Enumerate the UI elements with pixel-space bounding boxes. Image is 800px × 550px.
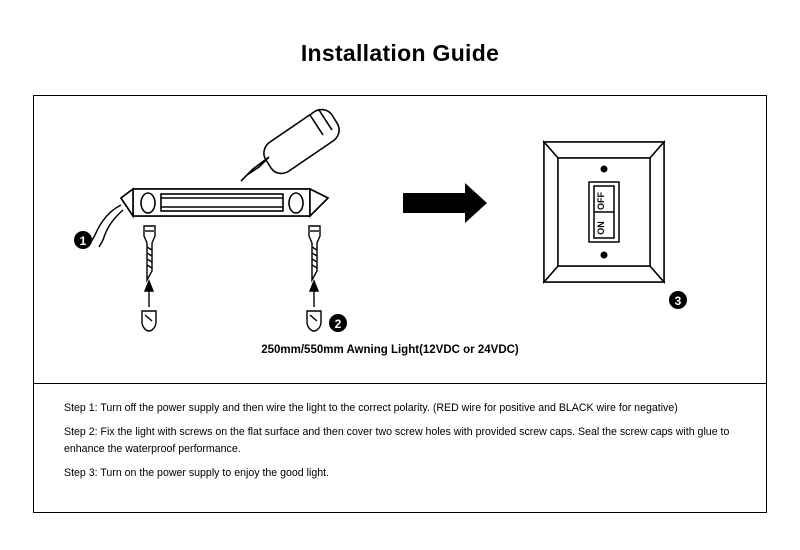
instruction-step-2: Step 2: Fix the light with screws on the flat surface and then cover two screw holes with provided screw caps. Seal the screw caps with glue to enhance the waterproof performance. xyxy=(64,426,730,455)
glue-sealant-tube xyxy=(241,110,339,181)
svg-text:2: 2 xyxy=(334,317,342,331)
instruction-steps xyxy=(64,400,736,489)
diagram-caption: 250mm/550mm Awning Light(12VDC or 24VDC) xyxy=(261,344,519,356)
svg-text:3: 3 xyxy=(674,294,682,308)
callout-1 xyxy=(74,231,92,249)
svg-text:1: 1 xyxy=(79,234,87,248)
flow-arrow xyxy=(403,183,487,223)
page-title: Installation Guide xyxy=(300,40,500,66)
instruction-step-3: Step 3: Turn on the power supply to enjoy the good light. xyxy=(64,467,330,479)
wall-switch-plate xyxy=(544,142,664,282)
callout-3 xyxy=(669,291,687,309)
screw-insert-arrows xyxy=(145,281,318,307)
instruction-step-1: Step 1: Turn off the power supply and then wire the light to the correct polarity. (RED wire for positive and BLACK wire for negative) xyxy=(64,402,678,414)
svg-text:OFF: OFF xyxy=(596,192,606,210)
power-wires xyxy=(91,205,123,247)
mounting-screw-right xyxy=(309,226,320,280)
mounting-screw-left xyxy=(144,226,155,280)
screw-cap-right xyxy=(307,311,321,331)
installation-diagram xyxy=(33,95,767,385)
callout-2 xyxy=(329,314,347,332)
svg-text:ON: ON xyxy=(596,221,606,235)
screw-cap-left xyxy=(142,311,156,331)
awning-light-housing xyxy=(121,189,328,216)
